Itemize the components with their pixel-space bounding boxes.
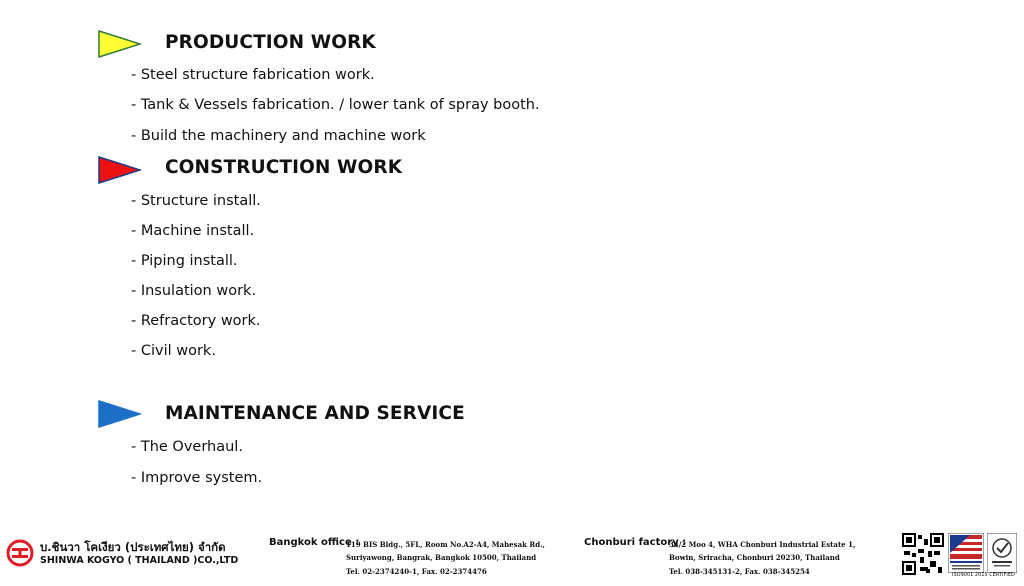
list-item: - Machine install. (131, 223, 255, 239)
bangkok-office-label: Bangkok office : (269, 537, 360, 548)
usa-flag-certification-icon (948, 533, 984, 573)
chonburi-address-line: Bowin, Sriracha, Chonburi 20230, Thailand (669, 553, 840, 562)
section-heading: PRODUCTION WORK (165, 32, 376, 53)
company-name-thai: บ.ชินวา โคเงียว (ประเทศไทย) จำกัด (40, 540, 226, 554)
red-flag-icon (98, 156, 142, 184)
bangkok-phone-line: Tel. 02-2374240-1, Fax. 02-2374476 (346, 567, 487, 576)
list-item: - The Overhaul. (131, 439, 243, 455)
company-logo-icon (6, 539, 34, 567)
section-heading: CONSTRUCTION WORK (165, 157, 403, 178)
list-item: - Refractory work. (131, 313, 261, 329)
company-name-english: SHINWA KOGYO ( THAILAND )CO.,LTD (40, 555, 239, 566)
list-item: - Improve system. (131, 470, 263, 486)
qr-code-icon (902, 533, 944, 575)
list-item: - Structure install. (131, 193, 261, 209)
certification-caption: ISO9001 2015 CERTIFIED (952, 572, 1015, 578)
list-item: - Insulation work. (131, 283, 257, 299)
chonburi-phone-line: Tel. 038-345131-2, Fax. 038-345254 (669, 567, 810, 576)
bangkok-address-line: Suriyawong, Bangrak, Bangkok 10500, Thailand (346, 553, 537, 562)
bangkok-address-line: 119 BIS Bldg., 5FL, Room No.A2-A4, Mahesak Rd., (346, 540, 545, 549)
blue-flag-icon (98, 400, 142, 428)
list-item: - Piping install. (131, 253, 238, 269)
ukas-certification-icon (987, 533, 1017, 573)
section-heading: MAINTENANCE AND SERVICE (165, 403, 465, 424)
list-item: - Build the machinery and machine work (131, 128, 426, 144)
yellow-flag-icon (98, 30, 142, 58)
list-item: - Civil work. (131, 343, 216, 359)
list-item: - Steel structure fabrication work. (131, 67, 375, 83)
chonburi-address-line: 34/2 Moo 4, WHA Chonburi Industrial Estate 1, (669, 540, 856, 549)
chonburi-factory-label: Chonburi factory : (584, 537, 687, 548)
list-item: - Tank & Vessels fabrication. / lower tank of spray booth. (131, 97, 540, 113)
